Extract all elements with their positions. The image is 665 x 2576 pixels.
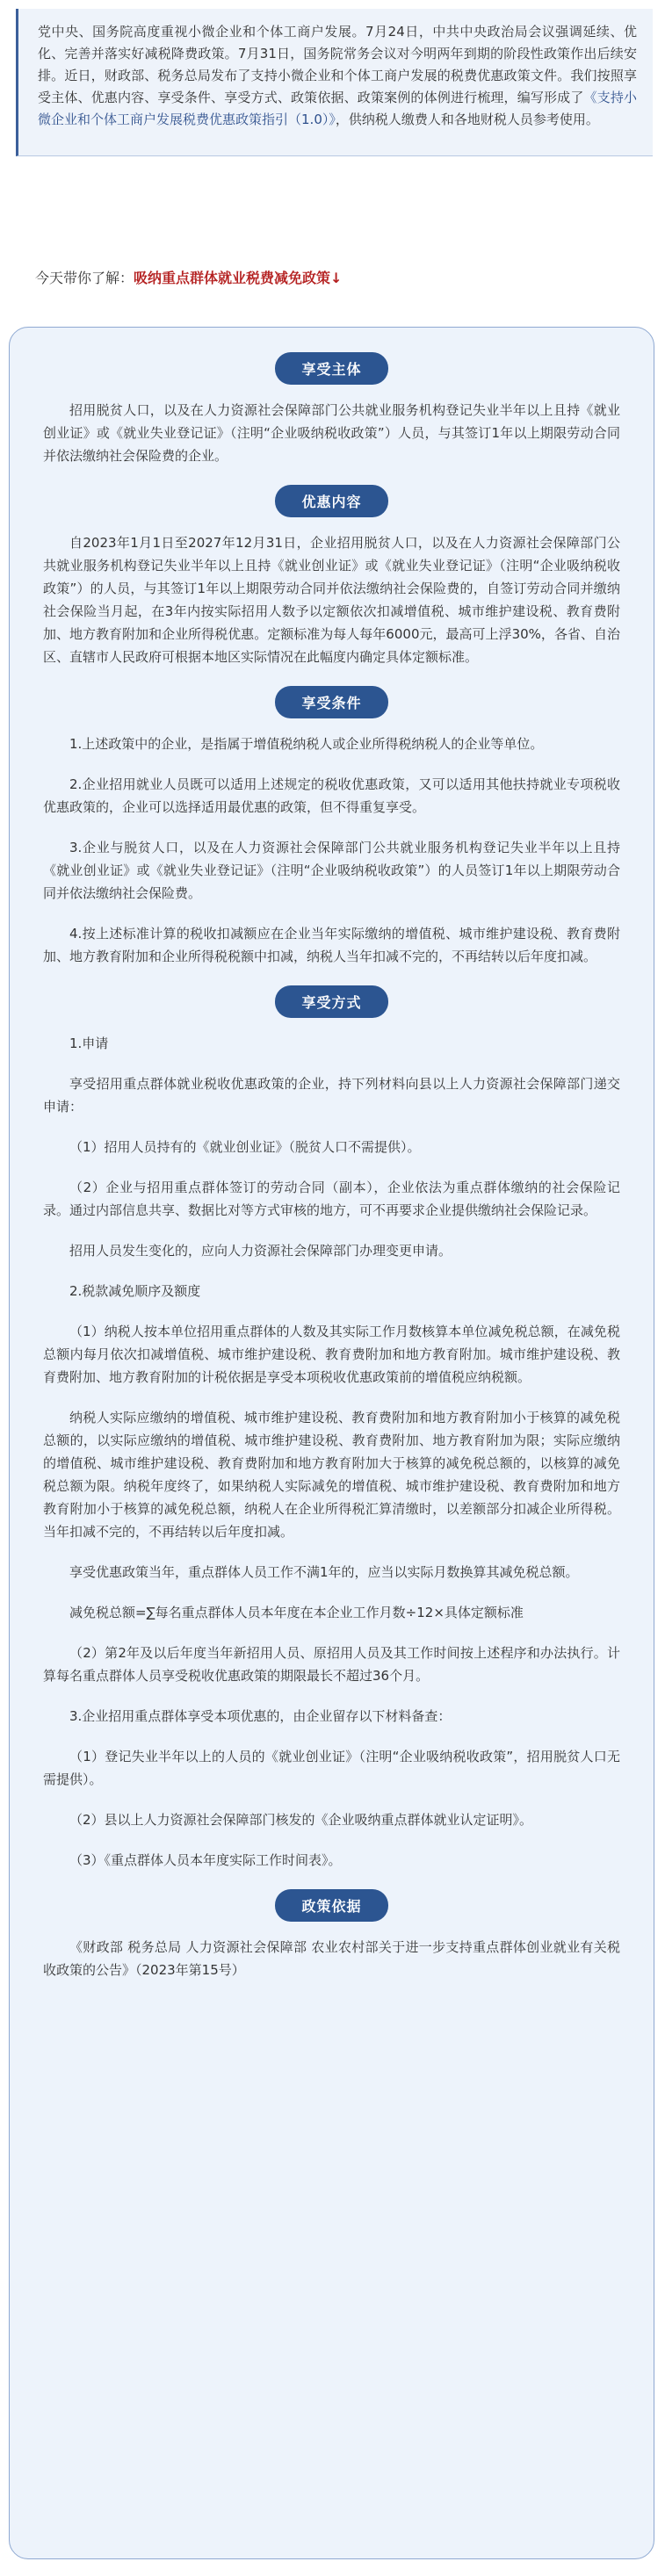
section-2	[43, 686, 620, 968]
section-paragraph: 自2023年1月1日至2027年12月31日，企业招用脱贫人口，以及在人力资源社会保障部门公共就业服务机构登记失业半年以上且持《就业创业证》或《就业失业登记证》（注明“企业吸纳税收政策”）的人员，与其签订1年以上期限劳动合同并依法缴纳社会保险费的，自签订劳动合同并缴纳社会保险当月起，在3年内按实际招用人数予以定额依次扣减增值税、城市维护建设税、教育费附加、地方教育附加和企业所得税优惠。定额标准为每人每年6000元，最高可上浮30%，各省、自治区、直辖市人民政府可根据本地区实际情况在此幅度内确定具体定额标准。	[43, 535, 620, 665]
section-paragraph: （3）《重点群体人员本年度实际工作时间表》。	[69, 1852, 342, 1868]
section-paragraph: （2）县以上人力资源社会保障部门核发的《企业吸纳重点群体就业认定证明》。	[69, 1812, 533, 1828]
section-paragraph: 1.申请	[69, 1035, 109, 1051]
section-paragraph: （1）招用人员持有的《就业创业证》（脱贫人口不需提供）。	[69, 1139, 421, 1155]
section-paragraph: 招用人员发生变化的，应向人力资源社会保障部门办理变更申请。	[69, 1243, 452, 1259]
section-paragraph: 2.税款减免顺序及额度	[69, 1283, 201, 1299]
section-paragraph: 纳税人实际应缴纳的增值税、城市维护建设税、教育费附加和地方教育附加小于核算的减免税总额的，以实际应缴纳的增值税、城市维护建设税、教育费附加、地方教育附加为限；实际应缴纳的增值税、城市维护建设税、教育费附加和地方教育附加大于核算的减免税总额的，以核算的减免税总额为限。纳税年度终了，如果纳税人实际减免的增值税、城市维护建设税、教育费附加和地方教育附加小于核算的减免税总额，纳税人在企业所得税汇算清缴时，以差额部分扣减企业所得税。当年扣减不完的，不再结转以后年度扣减。	[43, 1410, 620, 1540]
today-topic: 吸纳重点群体就业税费减免政策↓	[134, 270, 343, 286]
section-paragraph: 4.按上述标准计算的税收扣减额应在企业当年实际缴纳的增值税、城市维护建设税、教育费附加、地方教育附加和企业所得税税额中扣减，纳税人当年扣减不完的，不再结转以后年度扣减。	[43, 926, 620, 964]
section-paragraph: 1.上述政策中的企业，是指属于增值税纳税人或企业所得税纳税人的企业等单位。	[69, 736, 544, 752]
section-paragraph: 3.企业与脱贫人口，以及在人力资源社会保障部门公共就业服务机构登记失业半年以上且持《就业创业证》或《就业失业登记证》（注明“企业吸纳税收政策”）的人员签订1年以上期限劳动合同并依法缴纳社会保险费。	[43, 840, 620, 901]
intro-text: 党中央、国务院高度重视小微企业和个体工商户发展。7月24日，中共中央政治局会议强调延续、优化、完善并落实好减税降费政策。7月31日，国务院常务会议对今明两年到期的阶段性政策作出后续安排。近日，财政部、税务总局发布了支持小微企业和个体工商户发展的税费优惠政策文件。我们按照享受主体、优惠内容、享受条件、享受方式、政策依据、政策案例的体例进行梳理，编写形成了	[38, 24, 637, 105]
section-header	[43, 985, 620, 1018]
intro-box	[16, 9, 653, 156]
section-paragraph: 3.企业招用重点群体享受本项优惠的，由企业留存以下材料备查：	[69, 1708, 452, 1724]
policy-sections	[43, 352, 620, 1981]
section-paragraph: 享受优惠政策当年，重点群体人员工作不满1年的，应当以实际月数换算其减免税总额。	[69, 1564, 579, 1580]
guide-title: 《支持小微企业和个体工商户发展税费优惠政策指引（1.0）》	[38, 90, 637, 127]
section-paragraph: （2）企业与招用重点群体签订的劳动合同（副本），企业依法为重点群体缴纳的社会保险记录。通过内部信息共享、数据比对等方式审核的地方，可不再要求企业提供缴纳社会保险记录。	[43, 1180, 620, 1218]
section-title-badge: 享受主体	[275, 352, 387, 385]
section-paragraph: 《财政部 税务总局 人力资源社会保障部 农业农村部关于进一步支持重点群体创业就业有关税收政策的公告》（2023年第15号）	[43, 1939, 620, 1978]
section-header	[43, 352, 620, 385]
section-title-badge: 享受方式	[275, 985, 387, 1018]
section-3	[43, 985, 620, 1872]
section-header	[43, 485, 620, 517]
section-paragraph: （1）纳税人按本单位招用重点群体的人数及其实际工作月数核算本单位减免税总额，在减免税总额内每月依次扣减增值税、城市维护建设税、教育费附加和地方教育附加。城市维护建设税、教育费附加、地方教育附加的计税依据是享受本项税收优惠政策前的增值税应纳税额。	[43, 1324, 620, 1385]
section-title-badge: 优惠内容	[275, 485, 387, 517]
section-paragraph: 招用脱贫人口，以及在人力资源社会保障部门公共就业服务机构登记失业半年以上且持《就业创业证》或《就业失业登记证》（注明“企业吸纳税收政策”）人员，与其签订1年以上期限劳动合同并依法缴纳社会保险费的企业。	[43, 402, 620, 464]
section-header	[43, 1889, 620, 1922]
intro-text-end: ，供纳税人缴费人和各地财税人员参考使用。	[335, 112, 599, 127]
section-title-badge: 政策依据	[275, 1889, 387, 1922]
section-1	[43, 485, 620, 668]
today-line	[35, 267, 342, 287]
today-prefix: 今天带你了解：	[35, 270, 134, 286]
section-paragraph: 减免税总额=∑每名重点群体人员本年度在本企业工作月数÷12×具体定额标准	[69, 1605, 524, 1620]
section-0	[43, 352, 620, 467]
section-paragraph: 享受招用重点群体就业税收优惠政策的企业，持下列材料向县以上人力资源社会保障部门递交申请：	[43, 1076, 620, 1115]
section-title-badge: 享受条件	[275, 686, 387, 718]
policy-card	[9, 327, 654, 2559]
section-header	[43, 686, 620, 718]
section-paragraph: （2）第2年及以后年度当年新招用人员、原招用人员及其工作时间按上述程序和办法执行。计算每名重点群体人员享受税收优惠政策的期限最长不超过36个月。	[43, 1645, 620, 1684]
section-paragraph: （1）登记失业半年以上的人员的《就业创业证》（注明“企业吸纳税收政策”，招用脱贫人口无需提供）。	[43, 1749, 620, 1787]
section-paragraph: 2.企业招用就业人员既可以适用上述规定的税收优惠政策，又可以适用其他扶持就业专项税收优惠政策的，企业可以选择适用最优惠的政策，但不得重复享受。	[43, 776, 620, 815]
section-4	[43, 1889, 620, 1981]
